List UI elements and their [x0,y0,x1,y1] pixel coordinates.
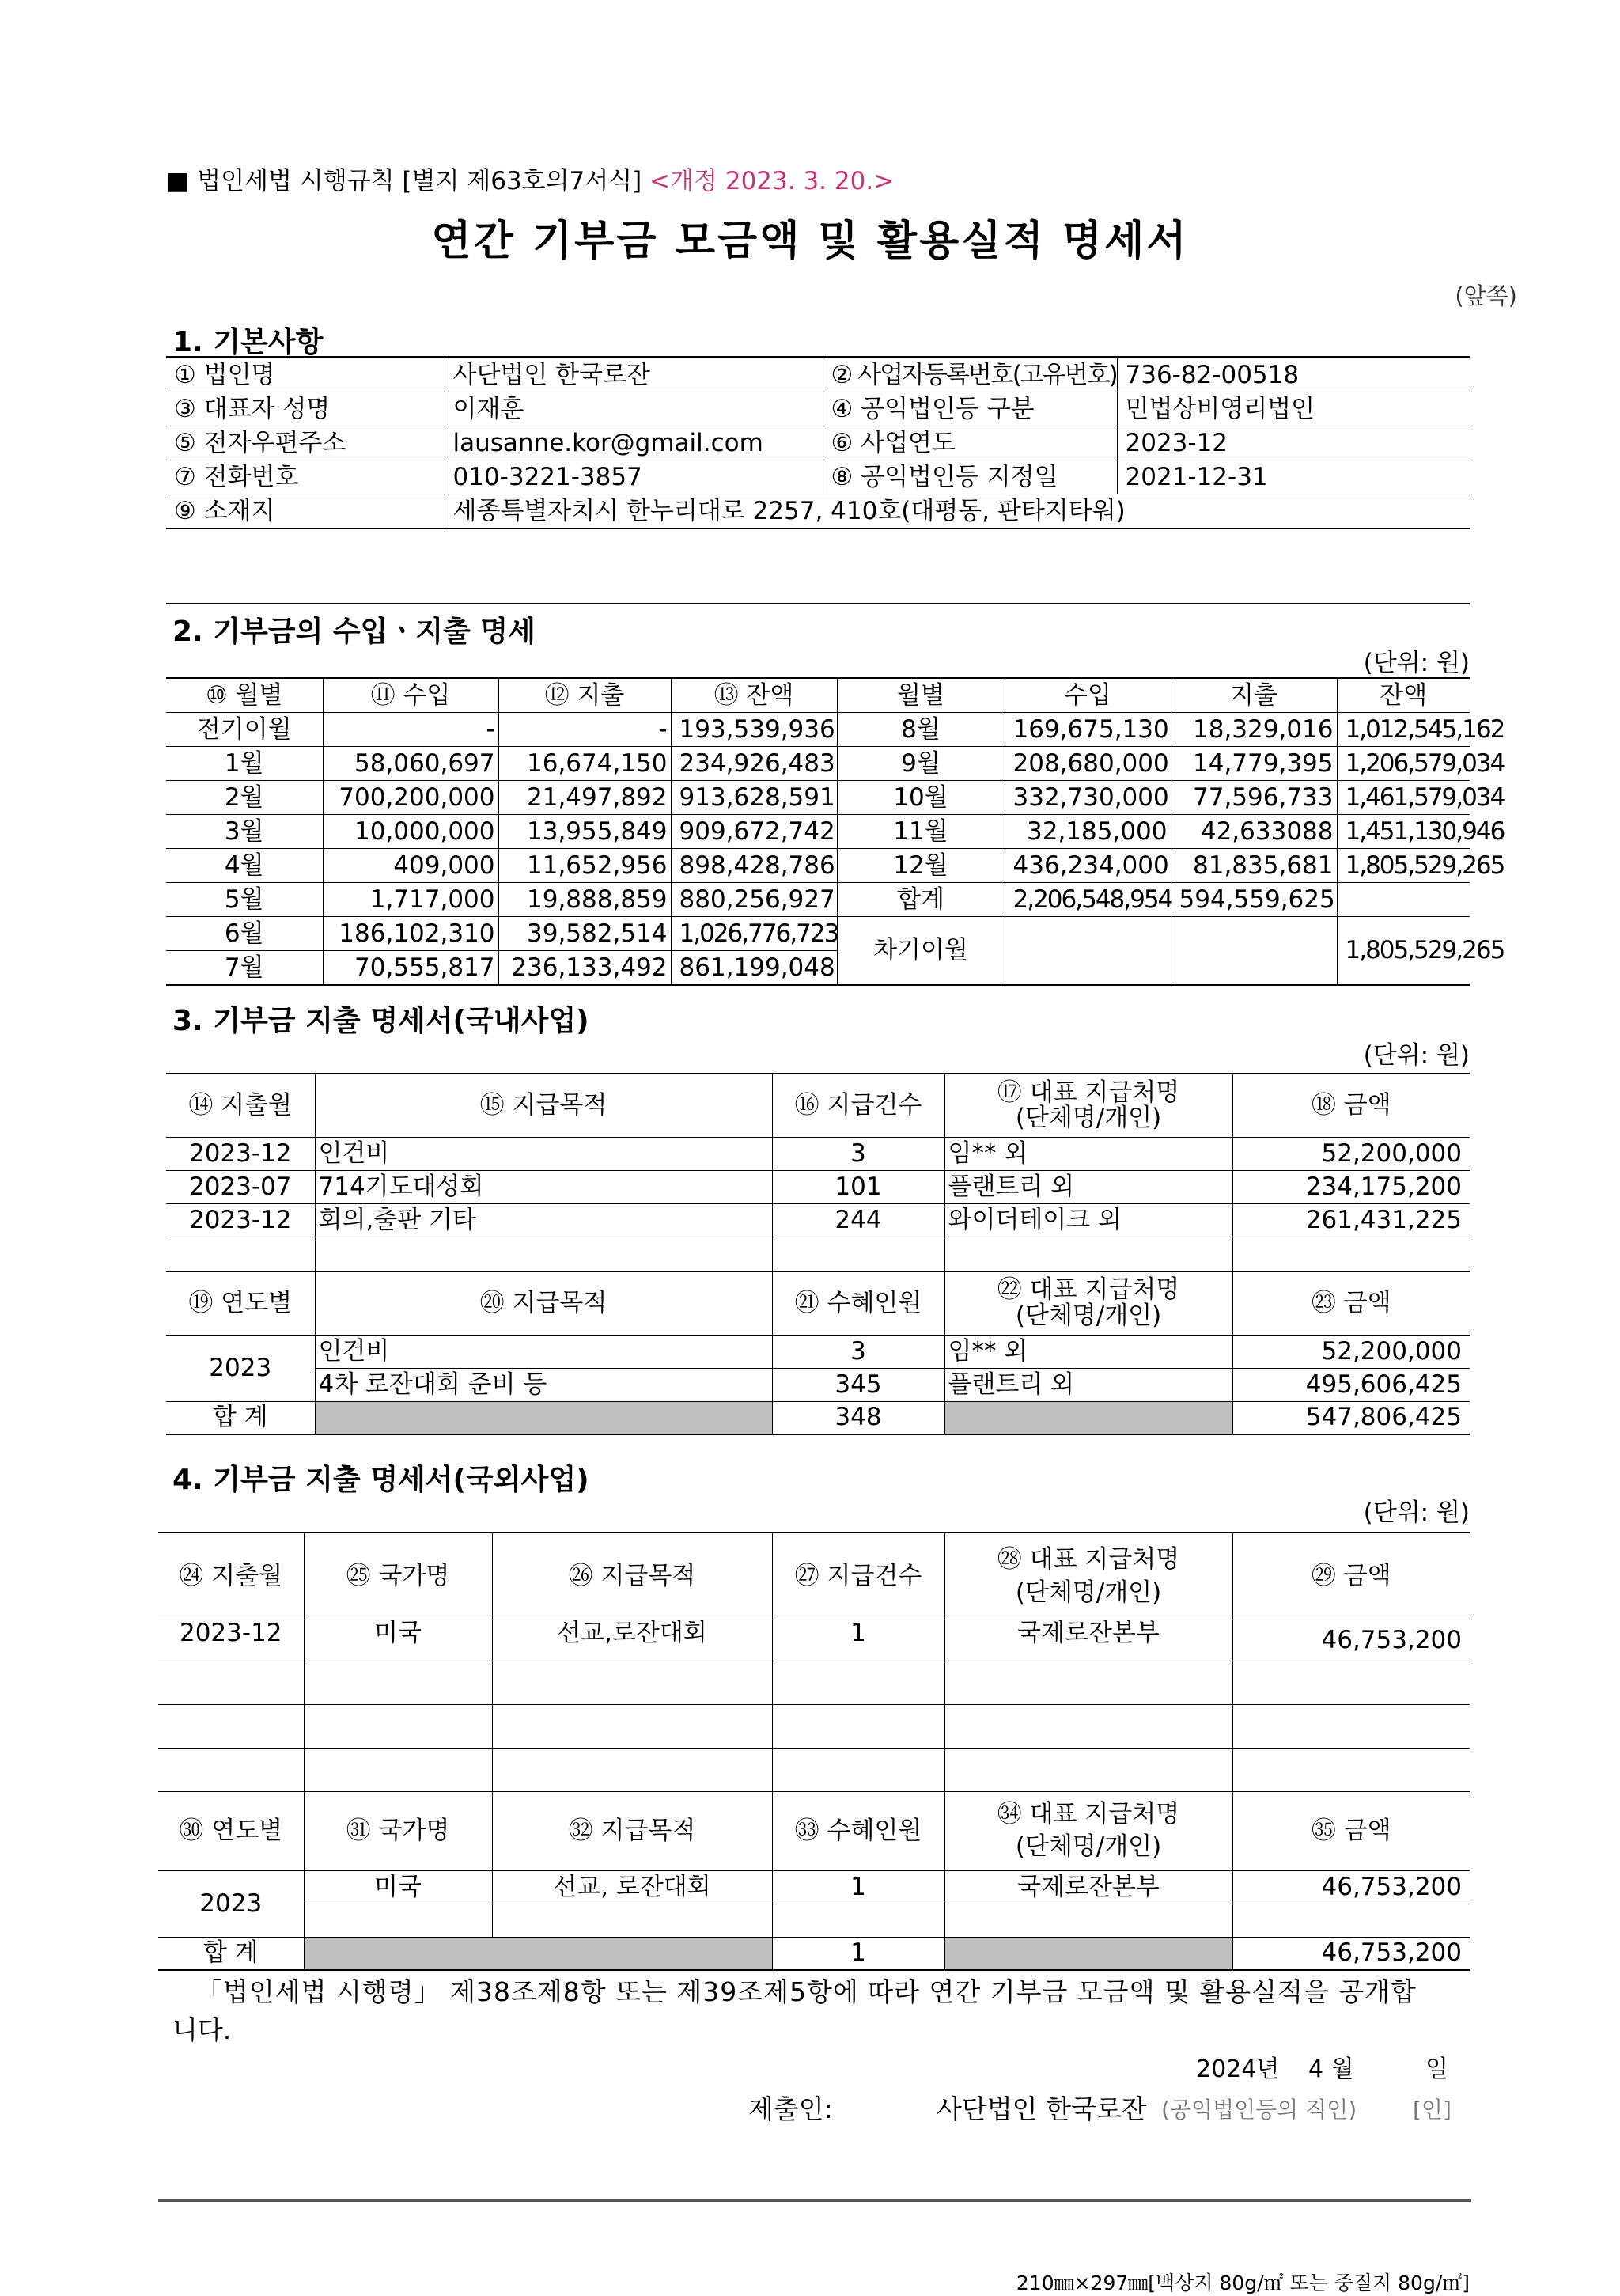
count-cell: 3 [772,1335,944,1368]
shaded-cell [944,1401,1232,1434]
header-line: (단체명/개인) [1015,1301,1162,1330]
table-row [166,849,1470,883]
table-row [166,1203,1470,1237]
month-cell: 8월 [837,713,1005,747]
month-cell: 2023-12 [166,1137,315,1170]
income-cell: 70,555,817 [323,951,498,986]
col-header: ㉛ 국가명 [304,1791,492,1870]
expense-cell: 236,133,492 [498,951,671,986]
count-cell: 1 [772,1620,944,1661]
amount-cell: 46,753,200 [1232,1870,1470,1904]
balance-cell: 1,805,529,265 [1337,849,1470,883]
month-cell: 6월 [166,917,323,951]
amount-cell: 52,200,000 [1232,1137,1470,1170]
total-label-cell: 합 계 [158,1937,304,1970]
purpose-cell: 회의,출판 기타 [315,1203,772,1237]
col-header: ⑪ 수입 [323,678,498,713]
balance-cell: 193,539,936 [671,713,837,747]
purpose-cell: 인건비 [315,1335,772,1368]
col-header: ⑲ 연도별 [166,1271,315,1335]
paper-spec: 210㎜×297㎜[백상지 80g/㎡ 또는 중질지 80g/㎡] [1016,2271,1470,2294]
cell-value: 사단법인 한국로잔 [445,358,823,392]
income-cell: 436,234,000 [1005,849,1171,883]
table-row-empty [158,1904,1470,1937]
country-cell: 미국 [304,1620,492,1661]
table-row [166,1137,1470,1170]
col-header: ⑳ 지급목적 [315,1271,772,1335]
side-label: (앞쪽) [1455,282,1517,309]
basic-info-row [166,358,1470,392]
month-cell: 7월 [166,951,323,986]
statement-line1: 「법인세법 시행령」 제38조제8항 또는 제39조제5항에 따라 연간 기부금 모금액 및 활용실적을 공개합 [196,1976,1417,2007]
col-header: ⑱ 금액 [1232,1074,1470,1137]
cell-label: ⑨ 소재지 [166,494,445,529]
col-header: ㉑ 수혜인원 [772,1271,944,1335]
total-amount-cell: 46,753,200 [1232,1937,1470,1970]
cell-value: 2021-12-31 [1117,460,1470,494]
count-cell: 345 [772,1368,944,1401]
total-count-cell: 348 [772,1401,944,1434]
seal-note: (공익법인등의 직인) [1161,2097,1357,2123]
month-cell: 4월 [166,849,323,883]
expense-cell: 39,582,514 [498,917,671,951]
date-day: 일 [1425,2055,1448,2083]
col-header: ㉔ 지출월 [158,1533,304,1620]
col-header: ㉗ 지급건수 [772,1533,944,1620]
count-cell: 1 [772,1870,944,1904]
basic-info-row [166,494,1470,529]
header-line: ㉒ 대표 지급처명 [997,1275,1180,1305]
month-cell: 2023-12 [158,1620,304,1661]
header-line: ㉘ 대표 지급처명 [997,1544,1180,1574]
cell-label: ① 법인명 [166,358,445,392]
col-header: ㉙ 금액 [1232,1533,1470,1620]
amount-cell: 52,200,000 [1232,1335,1470,1368]
form-reference [166,161,894,196]
income-cell: - [323,713,498,747]
col-header: ㉕ 국가명 [304,1533,492,1620]
cell-label: ⑦ 전화번호 [166,460,445,494]
overseas-expense-table [158,1532,1470,1971]
table-row [166,713,1470,747]
amount-cell: 46,753,200 [1232,1620,1470,1661]
expense-cell: 11,652,956 [498,849,671,883]
cell-value: 2023-12 [1117,426,1470,460]
balance-cell: 861,199,048 [671,951,837,986]
month-cell: 2023-07 [166,1170,315,1203]
purpose-cell: 선교,로잔대회 [492,1620,772,1661]
total-count-cell: 1 [772,1937,944,1970]
document-title: 연간 기부금 모금액 및 활용실적 명세서 [431,218,1189,265]
income-cell: 32,185,000 [1005,815,1171,849]
table-header-row [158,1533,1470,1620]
total-row [166,1401,1470,1434]
cell-label: ② 사업자등록번호(고유번호) [823,358,1117,392]
income-cell: 332,730,000 [1005,781,1171,815]
col-header: ⑭ 지출월 [166,1074,315,1137]
total-income-cell: 2,206,548,954 [1005,883,1171,917]
balance-cell: 1,012,545,162 [1337,713,1470,747]
cell-label: ⑥ 사업연도 [823,426,1117,460]
income-cell: 58,060,697 [323,747,498,781]
expense-cell: 13,955,849 [498,815,671,849]
section2-title: 2. 기부금의 수입ㆍ지출 명세 [172,616,536,648]
month-cell: 11월 [837,815,1005,849]
col-header [944,1791,1232,1870]
expense-cell: 18,329,016 [1171,713,1337,747]
col-header: ⑩ 월별 [166,678,323,713]
statement-line2: 니다. [172,2014,232,2045]
col-header: ⑯ 지급건수 [772,1074,944,1137]
table-row [166,815,1470,849]
table-row [166,1335,1470,1368]
total-amount-cell: 547,806,425 [1232,1401,1470,1434]
submitter-name: 사단법인 한국로잔 [937,2093,1147,2124]
shaded-cell [315,1401,772,1434]
cell-label: ⑤ 전자우편주소 [166,426,445,460]
col-header: ㉝ 수혜인원 [772,1791,944,1870]
total-label-cell: 합계 [837,883,1005,917]
col-header: 잔액 [1337,678,1470,713]
section-divider [166,603,1470,604]
shaded-cell [304,1937,772,1970]
date-year: 2024년 [1196,2055,1280,2083]
cell-value: 이재훈 [445,392,823,426]
cell-value: 010-3221-3857 [445,460,823,494]
table-row [166,1170,1470,1203]
expense-cell: 19,888,859 [498,883,671,917]
table-header-row [166,1271,1470,1335]
purpose-cell: 714기도대성회 [315,1170,772,1203]
expense-cell: 77,596,733 [1171,781,1337,815]
total-row [158,1937,1470,1970]
table-row-empty [158,1704,1470,1748]
total-balance-cell [1337,883,1470,917]
revision-text: <개정 2023. 3. 20.> [649,167,895,195]
seal-mark: [인] [1413,2097,1452,2123]
col-header: 지출 [1171,678,1337,713]
col-header [944,1533,1232,1620]
payee-cell: 플랜트리 외 [944,1170,1232,1203]
basic-info-table [166,356,1470,529]
table-row [166,747,1470,781]
col-header [944,1074,1232,1137]
month-cell: 5월 [166,883,323,917]
balance-cell: 1,461,579,034 [1337,781,1470,815]
expense-cell: 16,674,150 [498,747,671,781]
cell-label: ③ 대표자 성명 [166,392,445,426]
amount-cell: 234,175,200 [1232,1170,1470,1203]
balance-cell: 1,026,776,723 [671,917,837,951]
purpose-cell: 선교, 로잔대회 [492,1870,772,1904]
header-line: (단체명/개인) [1015,1832,1162,1861]
table-row-empty [166,1237,1470,1271]
col-header: ㉓ 금액 [1232,1271,1470,1335]
expense-cell: 21,497,892 [498,781,671,815]
section1-title: 1. 기본사항 [172,326,324,358]
cell-value: lausanne.kor@gmail.com [445,426,823,460]
table-row [166,781,1470,815]
income-cell: 700,200,000 [323,781,498,815]
col-header: ⑮ 지급목적 [315,1074,772,1137]
cell-value: 736-82-00518 [1117,358,1470,392]
income-cell: 1,717,000 [323,883,498,917]
table-header-row [166,678,1470,713]
month-cell: 2023-12 [166,1203,315,1237]
income-cell: 10,000,000 [323,815,498,849]
col-header: ⑫ 지출 [498,678,671,713]
basic-info-row [166,460,1470,494]
table-row-empty [158,1661,1470,1704]
header-line: ⑰ 대표 지급처명 [997,1078,1180,1107]
count-cell: 3 [772,1137,944,1170]
balance-cell: 234,926,483 [671,747,837,781]
domestic-expense-table [166,1073,1470,1435]
expense-cell: 42,633088 [1171,815,1337,849]
expense-cell: 81,835,681 [1171,849,1337,883]
balance-cell: 909,672,742 [671,815,837,849]
total-expense-cell: 594,559,625 [1171,883,1337,917]
col-header: 수입 [1005,678,1171,713]
table-header-row [158,1791,1470,1870]
col-header: ㉜ 지급목적 [492,1791,772,1870]
cell-label: ④ 공익법인등 구분 [823,392,1117,426]
address-value: 세종특별자치시 한누리대로 2257, 410호(대평동, 판타지타워) [445,494,1470,529]
section4-unit: (단위: 원) [1363,1498,1470,1527]
col-header: 월별 [837,678,1005,713]
basic-info-row [166,426,1470,460]
payee-cell: 플랜트리 외 [944,1368,1232,1401]
table-row [166,883,1470,917]
total-label-cell: 합 계 [166,1401,315,1434]
table-header-row [166,1074,1470,1137]
footer-divider [158,2199,1471,2202]
purpose-cell: 인건비 [315,1137,772,1170]
expense-cell: - [498,713,671,747]
income-cell: 409,000 [323,849,498,883]
table-row [166,1368,1470,1401]
month-cell: 12월 [837,849,1005,883]
section3-unit: (단위: 원) [1363,1041,1470,1070]
carry-income-cell [1005,917,1171,986]
col-header: ㉚ 연도별 [158,1791,304,1870]
section2-unit: (단위: 원) [1363,649,1470,677]
col-header [944,1271,1232,1335]
income-cell: 208,680,000 [1005,747,1171,781]
cell-label: ⑧ 공익법인등 지정일 [823,460,1117,494]
income-expense-table [166,677,1505,986]
payee-cell: 국제로잔본부 [944,1870,1232,1904]
month-cell: 9월 [837,747,1005,781]
balance-cell: 898,428,786 [671,849,837,883]
section4-title: 4. 기부금 지출 명세서(국외사업) [172,1464,589,1496]
table-row [166,917,1470,951]
basic-info-row [166,392,1470,426]
year-cell: 2023 [166,1335,315,1401]
table-row-empty [158,1748,1470,1791]
year-cell: 2023 [158,1870,304,1937]
table-row [158,1620,1470,1661]
header-line: ㉞ 대표 지급처명 [997,1800,1180,1829]
carry-expense-cell [1171,917,1337,986]
count-cell: 244 [772,1203,944,1237]
month-cell: 1월 [166,747,323,781]
income-cell: 186,102,310 [323,917,498,951]
balance-cell: 913,628,591 [671,781,837,815]
month-cell: 10월 [837,781,1005,815]
col-header: ㉟ 금액 [1232,1791,1470,1870]
carry-forward-label: 차기이월 [837,917,1005,986]
amount-cell: 261,431,225 [1232,1203,1470,1237]
submitter-label: 제출인: [748,2093,833,2124]
carry-balance-cell: 1,805,529,265 [1337,917,1470,986]
expense-cell: 14,779,395 [1171,747,1337,781]
cell-value: 민법상비영리법인 [1117,392,1470,426]
header-line: (단체명/개인) [1015,1578,1162,1608]
date-month: 4 월 [1308,2055,1354,2083]
amount-cell: 495,606,425 [1232,1368,1470,1401]
month-cell: 2월 [166,781,323,815]
purpose-cell: 4차 로잔대회 준비 등 [315,1368,772,1401]
balance-cell: 880,256,927 [671,883,837,917]
count-cell: 101 [772,1170,944,1203]
shaded-cell [944,1937,1232,1970]
income-cell: 169,675,130 [1005,713,1171,747]
form-ref-text: ■ 법인세법 시행규칙 [별지 제63호의7서식] [166,167,642,195]
header-line: (단체명/개인) [1015,1104,1162,1133]
table-row [158,1870,1470,1904]
balance-cell: 1,206,579,034 [1337,747,1470,781]
section3-title: 3. 기부금 지출 명세서(국내사업) [172,1005,589,1037]
country-cell: 미국 [304,1870,492,1904]
payee-cell: 와이더테이크 외 [944,1203,1232,1237]
balance-cell: 1,451,130,946 [1337,815,1470,849]
payee-cell: 국제로잔본부 [944,1620,1232,1661]
col-header: ⑬ 잔액 [671,678,837,713]
month-cell: 3월 [166,815,323,849]
col-header: ㉖ 지급목적 [492,1533,772,1620]
payee-cell: 임** 외 [944,1335,1232,1368]
month-cell: 전기이월 [166,713,323,747]
payee-cell: 임** 외 [944,1137,1232,1170]
